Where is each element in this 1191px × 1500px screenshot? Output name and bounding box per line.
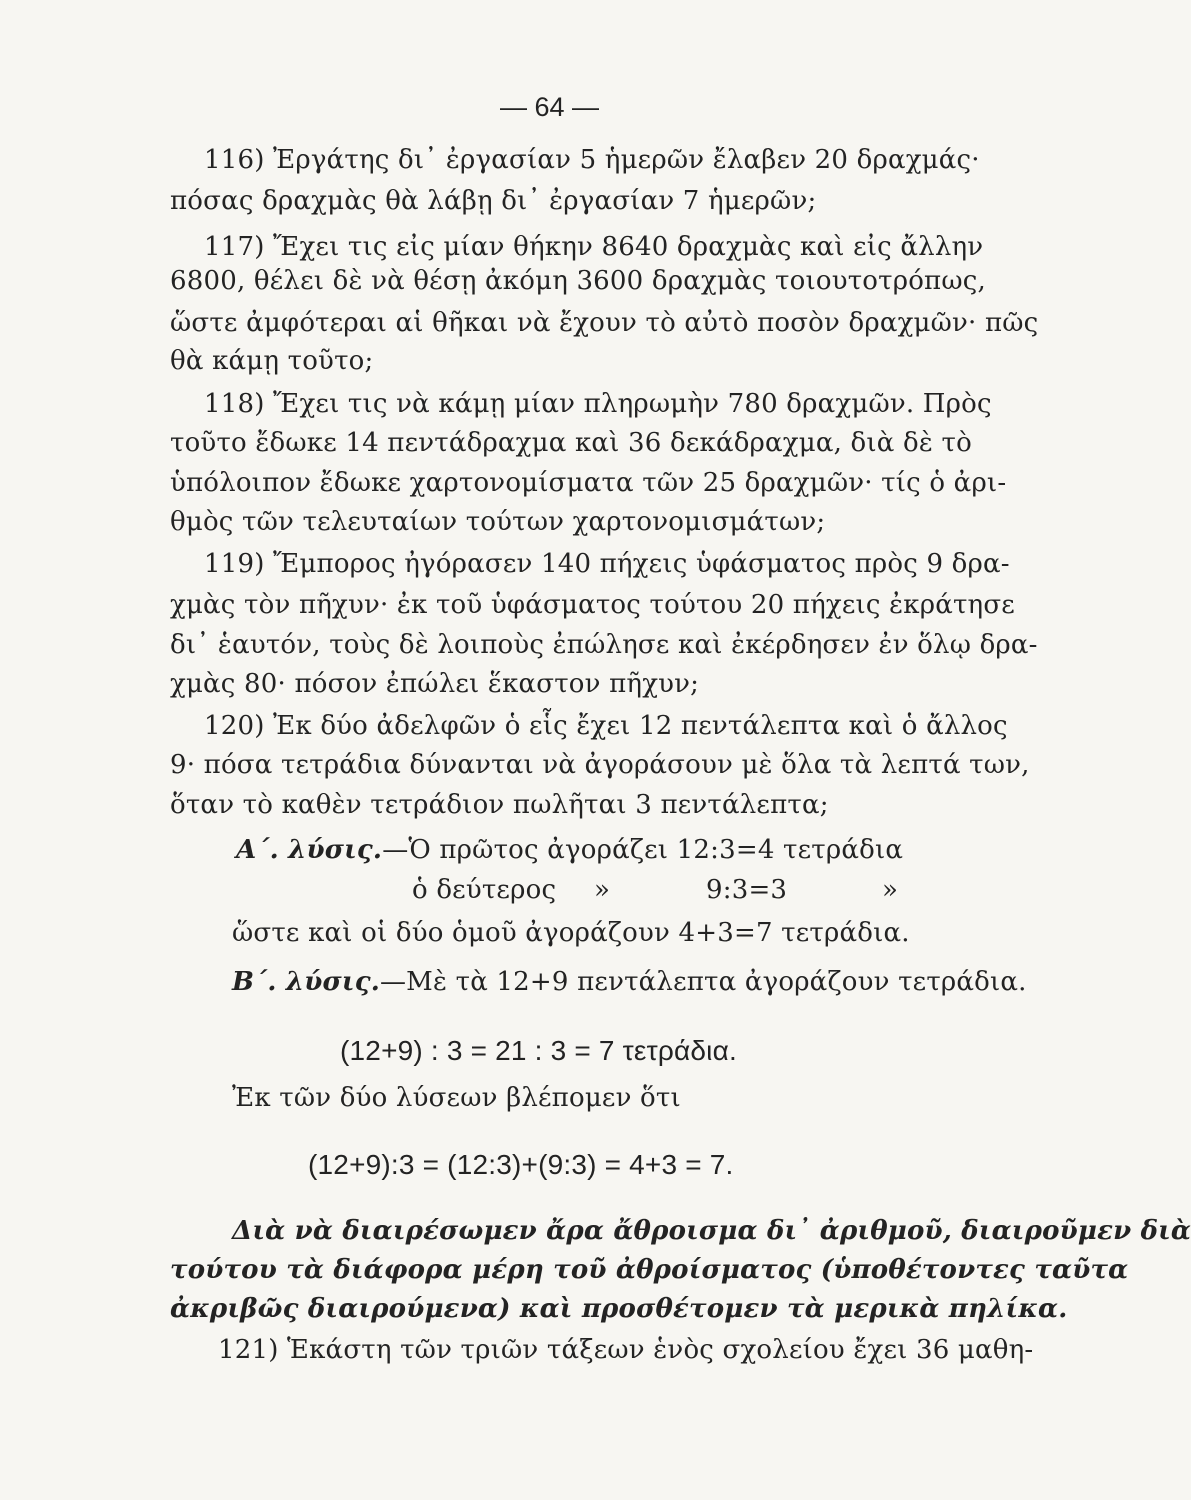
problem-116-line-1: 116) Ἐργάτης δι᾽ ἐργασίαν 5 ἡμερῶν ἔλαβεν 20 δραχμάς· bbox=[204, 145, 980, 175]
rule-line-1: Διὰ νὰ διαιρέσωμεν ἄρα ἄθροισμα δι᾽ ἀριθμοῦ, διαιροῦμεν διὰ bbox=[232, 1216, 1191, 1246]
problem-117-line-2: 6800, θέλει δὲ νὰ θέσῃ ἀκόμη 3600 δραχμὰς τοιουτοτρόπως, bbox=[170, 266, 986, 296]
equation-1: (12+9) : 3 = 21 : 3 = 7 τετράδια. bbox=[340, 1035, 737, 1066]
problem-117-line-1: 117) Ἔχει τις εἰς μίαν θήκην 8640 δραχμὰς καὶ εἰς ἄλλην bbox=[204, 232, 984, 262]
problem-117-line-3: ὥστε ἀμφότεραι αἱ θῆκαι νὰ ἔχουν τὸ αὐτὸ ποσὸν δραχμῶν· πῶς bbox=[170, 308, 1039, 338]
problem-117-line-4: θὰ κάμῃ τοῦτο; bbox=[170, 346, 374, 376]
equation-2: (12+9):3 = (12:3)+(9:3) = 4+3 = 7. bbox=[308, 1149, 734, 1180]
rule-line-3: ἀκριβῶς διαιρούμενα) καὶ προσθέτομεν τὰ μερικὰ πηλίκα. bbox=[170, 1294, 1068, 1324]
problem-119-line-3: δι᾽ ἑαυτόν, τοὺς δὲ λοιποὺς ἐπώλησε καὶ ἐκέρδησεν ἐν ὅλῳ δρα- bbox=[170, 630, 1038, 660]
ditto-mark-1: » bbox=[594, 875, 611, 905]
solution-a-label: Α΄. λύσις. bbox=[236, 835, 383, 865]
problem-119-line-1: 119) Ἔμπορος ἠγόρασεν 140 πήχεις ὑφάσματος πρὸς 9 δρα- bbox=[204, 549, 1010, 579]
solution-b-text: —Μὲ τὰ 12+9 πεντάλεπτα ἀγοράζουν τετράδια. bbox=[379, 967, 1027, 997]
solution-a bbox=[236, 833, 903, 867]
both-solutions-text: Ἐκ τῶν δύο λύσεων βλέπομεν ὅτι bbox=[232, 1083, 681, 1113]
solution-b bbox=[232, 965, 1027, 999]
problem-118-line-4: θμὸς τῶν τελευταίων τούτων χαρτονομισμάτων; bbox=[170, 507, 826, 537]
solution-b-label: Β΄. λύσις. bbox=[232, 967, 380, 997]
solution-a-total: ὥστε καὶ οἱ δύο ὁμοῦ ἀγοράζουν 4+3=7 τετράδια. bbox=[232, 918, 910, 948]
problem-118-line-2: τοῦτο ἔδωκε 14 πεντάδραχμα καὶ 36 δεκάδραχμα, διὰ δὲ τὸ bbox=[170, 428, 972, 458]
problem-119-line-2: χμὰς τὸν πῆχυν· ἐκ τοῦ ὑφάσματος τούτου 20 πήχεις ἐκράτησε bbox=[170, 590, 1015, 620]
ditto-mark-2: » bbox=[882, 875, 899, 905]
problem-120-line-1: 120) Ἐκ δύο ἀδελφῶν ὁ εἷς ἔχει 12 πεντάλεπτα καὶ ὁ ἄλλος bbox=[204, 711, 1008, 741]
problem-120-line-2: 9· πόσα τετράδια δύνανται νὰ ἀγοράσουν μὲ ὅλα τὰ λεπτά των, bbox=[170, 750, 1030, 780]
solution-a-second-label: ὁ δεύτερος bbox=[412, 875, 557, 905]
solution-a-text: —Ὁ πρῶτος ἀγοράζει 12:3=4 τετράδια bbox=[382, 835, 904, 865]
problem-118-line-3: ὑπόλοιπον ἔδωκε χαρτονομίσματα τῶν 25 δραχμῶν· τίς ὁ ἀρι- bbox=[170, 468, 1007, 498]
problem-121-line-1: 121) Ἑκάστη τῶν τριῶν τάξεων ἑνὸς σχολείου ἔχει 36 μαθη- bbox=[218, 1335, 1034, 1365]
problem-120-line-3: ὅταν τὸ καθὲν τετράδιον πωλῆται 3 πεντάλεπτα; bbox=[170, 790, 829, 820]
problem-118-line-1: 118) Ἔχει τις νὰ κάμῃ μίαν πληρωμὴν 780 δραχμῶν. Πρὸς bbox=[204, 389, 992, 419]
rule-line-2: τούτου τὰ διάφορα μέρη τοῦ ἀθροίσματος (ὑποθέτοντες ταῦτα bbox=[170, 1255, 1129, 1285]
problem-116-line-2: πόσας δραχμὰς θὰ λάβῃ δι᾽ ἐργασίαν 7 ἡμερῶν; bbox=[170, 186, 817, 216]
page-number: — 64 — bbox=[500, 92, 600, 122]
solution-a-second-calc: 9:3=3 bbox=[706, 875, 788, 905]
problem-119-line-4: χμὰς 80· πόσον ἐπώλει ἕκαστον πῆχυν; bbox=[170, 669, 700, 699]
